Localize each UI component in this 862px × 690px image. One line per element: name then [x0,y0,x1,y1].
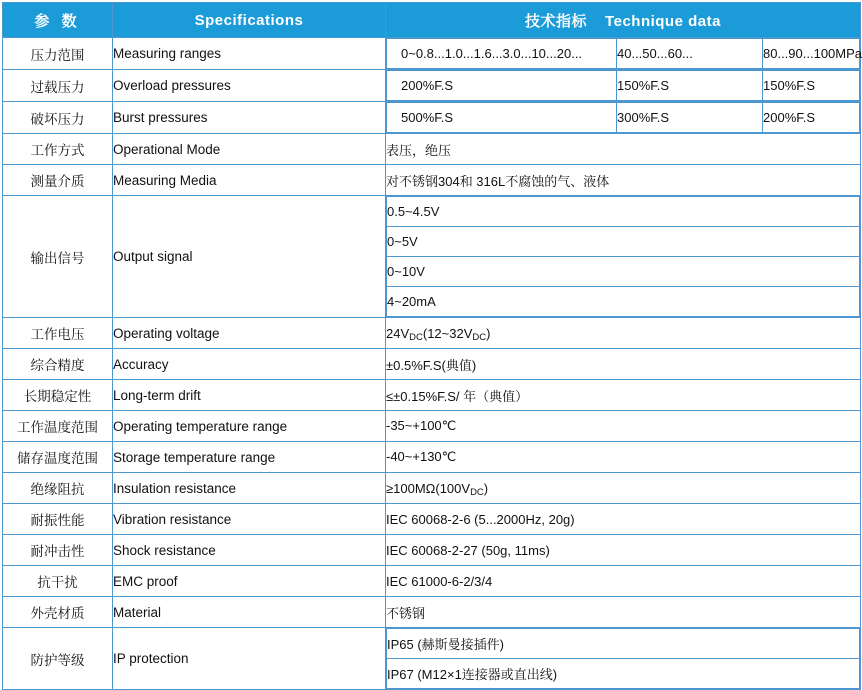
row-label-en: Overload pressures [113,70,386,102]
row-label-cn: 防护等级 [3,628,113,690]
row-label-cn: 压力范围 [3,38,113,70]
ip-protection-option: IP65 (赫斯曼接插件) [387,629,860,659]
table-row [3,38,861,70]
range-value-mid: 40...50...60... [617,39,763,69]
range-row [387,103,860,133]
table-body [3,38,861,690]
row-label-en: Burst pressures [113,102,386,134]
row-value [386,38,861,70]
row-label-en: EMC proof [113,566,386,597]
row-label-cn: 储存温度范围 [3,442,113,473]
table-row [3,442,861,473]
burst-value-low: 500%F.S [387,103,617,133]
burst-subtable [386,102,860,133]
row-label-en: Operating voltage [113,318,386,349]
row-label-cn: 耐振性能 [3,504,113,535]
range-row [387,71,860,101]
table-row [3,535,861,566]
table-row [3,349,861,380]
row-label-cn: 输出信号 [3,196,113,318]
row-value [386,70,861,102]
row-label-cn: 综合精度 [3,349,113,380]
row-label-cn: 绝缘阻抗 [3,473,113,504]
row-value: IEC 61000-6-2/3/4 [386,566,861,597]
list-item [387,197,860,227]
row-label-en: Long-term drift [113,380,386,411]
table-row [3,411,861,442]
row-label-cn: 工作电压 [3,318,113,349]
range-row [387,39,860,69]
overload-value-low: 200%F.S [387,71,617,101]
table-row [3,504,861,535]
row-label-en: IP protection [113,628,386,690]
overload-subtable [386,70,860,101]
row-value: IEC 60068-2-27 (50g, 11ms) [386,535,861,566]
row-label-cn: 过载压力 [3,70,113,102]
row-value: ≤±0.15%F.S/ 年（典值） [386,380,861,411]
row-label-cn: 长期稳定性 [3,380,113,411]
header-technique-cn: 技术指标 [525,12,588,30]
row-label-en: Measuring Media [113,165,386,196]
table-row [3,473,861,504]
range-subtable [386,38,860,69]
row-label-en: Operational Mode [113,134,386,165]
row-label-en: Accuracy [113,349,386,380]
row-label-cn: 破坏压力 [3,102,113,134]
row-label-en: Storage temperature range [113,442,386,473]
table-row [3,70,861,102]
row-label-en: Output signal [113,196,386,318]
table-row [3,196,861,318]
subscript-dc: DC [409,331,423,343]
row-value [386,196,861,318]
list-item [387,227,860,257]
table-row [3,566,861,597]
row-value: 对不锈钢304和 316L不腐蚀的气、液体 [386,165,861,196]
table-row [3,134,861,165]
output-signal-option: 0~5V [387,227,860,257]
list-item [387,257,860,287]
overload-value-mid: 150%F.S [617,71,763,101]
burst-value-high: 200%F.S [763,103,860,133]
table-row [3,628,861,690]
output-signal-option: 0.5~4.5V [387,197,860,227]
table-header-row [3,3,861,38]
range-value-low: 0~0.8...1.0...1.6...3.0...10...20... [387,39,617,69]
row-value: 不锈钢 [386,597,861,628]
overload-value-high: 150%F.S [763,71,860,101]
row-label-en: Operating temperature range [113,411,386,442]
output-signal-option: 0~10V [387,257,860,287]
table-row [3,102,861,134]
header-parameter-cn: 参 数 [3,3,113,38]
table-header [3,3,861,38]
row-label-cn: 耐冲击性 [3,535,113,566]
row-value: ±0.5%F.S(典值) [386,349,861,380]
subscript-dc: DC [472,331,487,343]
output-signal-subtable [386,196,860,317]
table-row [3,318,861,349]
specification-table [2,2,861,690]
header-technique-data [386,3,861,38]
row-label-en: Shock resistance [113,535,386,566]
row-label-cn: 工作温度范围 [3,411,113,442]
row-value: -35~+100℃ [386,411,861,442]
row-value: 24VDC(12~32VDC) [386,318,861,349]
burst-value-mid: 300%F.S [617,103,763,133]
header-specifications: Specifications [113,3,386,38]
row-label-cn: 抗干扰 [3,566,113,597]
table-row [3,380,861,411]
row-label-cn: 外壳材质 [3,597,113,628]
subscript-dc: DC [470,486,484,498]
header-technique-en: Technique data [605,12,721,30]
row-value [386,628,861,690]
row-label-en: Insulation resistance [113,473,386,504]
range-value-high: 80...90...100MPa [763,39,860,69]
row-label-en: Vibration resistance [113,504,386,535]
row-label-cn: 测量介质 [3,165,113,196]
table-row [3,165,861,196]
row-label-cn: 工作方式 [3,134,113,165]
row-value [386,102,861,134]
ip-protection-subtable [386,628,860,689]
list-item [387,659,860,689]
row-label-en: Measuring ranges [113,38,386,70]
row-value: 表压，绝压 [386,134,861,165]
row-label-en: Material [113,597,386,628]
row-value: ≥100MΩ(100VDC) [386,473,861,504]
row-value: IEC 60068-2-6 (5...2000Hz, 20g) [386,504,861,535]
list-item [387,287,860,317]
row-value: -40~+130℃ [386,442,861,473]
table-row [3,597,861,628]
ip-protection-option: IP67 (M12×1连接器或直出线) [387,659,860,689]
list-item [387,629,860,659]
output-signal-option: 4~20mA [387,287,860,317]
